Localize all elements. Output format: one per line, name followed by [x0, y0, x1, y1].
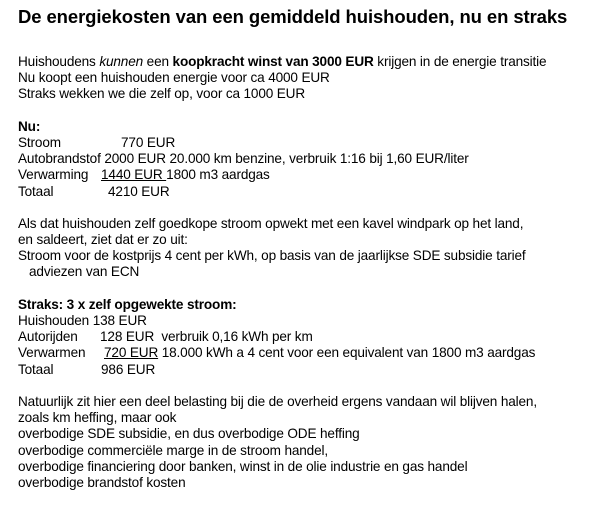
intro-line-1-prefix: Huishoudens [18, 54, 100, 69]
intro-line-1 [18, 54, 614, 70]
intro-line-1-italic: kunnen [99, 54, 144, 69]
straks-row-verwarmen [18, 345, 614, 361]
spacer [18, 103, 614, 119]
nu-row-note: 20.000 km benzine, verbruik 1:16 bij 1,60 EUR/liter [165, 151, 469, 167]
intro-line-1-middle: een [143, 54, 173, 69]
closing-line-1: Natuurlijk zit hier een deel belasting bij die de overheid ergens vandaan wil blijven halen, [18, 393, 537, 409]
straks-heading: Straks: 3 x zelf opgewekte stroom: [18, 296, 237, 312]
straks-row-value: 720 EUR [104, 345, 159, 361]
spacer [18, 200, 614, 216]
middle-line-3: Stroom voor de kostprijs 4 cent per kWh, op basis van de jaarlijkse SDE subsidie tarief [18, 248, 526, 264]
straks-row-note: verbruik 0,16 kWh per km [154, 329, 313, 345]
nu-row-stroom [18, 135, 614, 151]
nu-row-label: Autobrandstof [18, 151, 101, 167]
straks-row-value: 986 EUR [101, 361, 156, 377]
straks-row-label: Totaal [18, 361, 54, 377]
straks-row-totaal [18, 362, 614, 378]
spacer [18, 378, 614, 394]
intro-line-1-suffix: krijgen in de energie transitie [373, 54, 547, 69]
straks-row-label: Autorijden [18, 329, 78, 345]
closing-line-5: overbodige financiering door banken, winst in de olie industrie en gas handel [18, 458, 468, 474]
nu-heading: Nu: [18, 118, 41, 134]
nu-row-value: 2000 EUR [104, 151, 166, 167]
middle-line-4: adviezen van ECN [29, 264, 140, 280]
closing-line-4: overbodige commerciële marge in de stroom handel, [18, 442, 328, 458]
nu-row-label: Verwarming [18, 167, 89, 183]
nu-row-autobrandstof [18, 151, 614, 167]
nu-row-verwarming [18, 167, 614, 183]
straks-row-huishouden [18, 313, 614, 329]
straks-row-label: Huishouden [18, 313, 90, 328]
middle-line-2: en saldeert, ziet dat er zo uit: [18, 232, 188, 248]
straks-row-value: 128 EUR [100, 329, 155, 345]
middle-line-1: Als dat huishouden zelf goedkope stroom opwekt met een kavel windpark op het land, [18, 215, 524, 231]
nu-row-value: 4210 EUR [108, 183, 170, 199]
straks-row-note: 18.000 kWh a 4 cent voor een equivalent van 1800 m3 aardgas [158, 345, 536, 361]
closing-line-6: overbodige brandstof kosten [18, 474, 186, 490]
nu-row-note: 1800 m3 aardgas [166, 167, 270, 183]
intro-line-3: Straks wekken we die zelf op, voor ca 1000 EUR [18, 86, 306, 102]
nu-row-value: 1440 EUR [101, 167, 167, 183]
intro-line-1-bold: koopkracht winst van 3000 EUR [172, 54, 374, 69]
nu-row-value: 770 EUR [121, 134, 176, 150]
nu-row-label: Stroom [18, 134, 61, 150]
page-title: De energiekosten van een gemiddeld huishouden, nu en straks [18, 6, 568, 27]
document-body [18, 54, 614, 491]
straks-row-autorijden [18, 329, 614, 345]
nu-row-label: Totaal [18, 183, 54, 199]
closing-line-3: overbodige SDE subsidie, en dus overbodige ODE heffing [18, 426, 360, 442]
straks-row-value: 138 EUR [92, 313, 147, 328]
nu-row-totaal [18, 184, 614, 200]
intro-line-2: Nu koopt een huishouden energie voor ca 4000 EUR [18, 70, 330, 86]
spacer [18, 281, 614, 297]
closing-line-2: zoals km heffing, maar ook [18, 410, 177, 426]
straks-row-label: Verwarmen [18, 345, 86, 361]
